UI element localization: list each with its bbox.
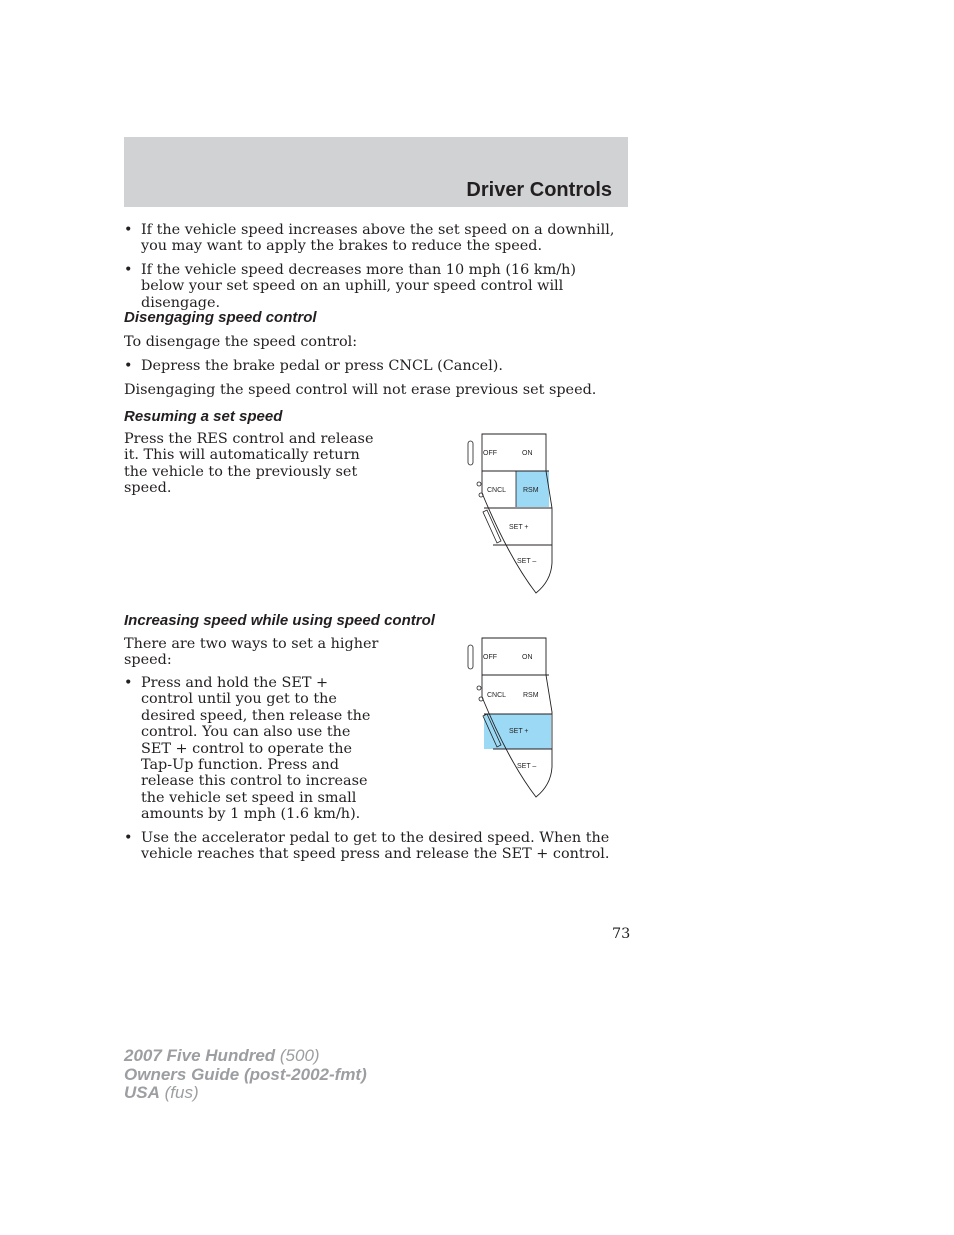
intro-bullet-downhill: • If the vehicle speed increases above the set speed on a downhill, you may want to apply the brakes to reduce the speed.: [124, 222, 615, 255]
footer-line-3: USA (fus): [124, 1083, 199, 1102]
cncl-label: CNCL: [487, 487, 507, 494]
set-minus-label: SET –: [517, 558, 537, 565]
page-number: 73: [612, 926, 631, 942]
increasing-bullet-set: • Press and hold the SET + control until you get to the desired speed, then release the control. You can also use the SET + control to operate the Tap-Up function. Press and release this control to increase the vehicle set speed in small amounts by 1 mph (1.6 km/h).: [124, 675, 371, 823]
footer-line-2: Owners Guide (post-2002-fmt): [124, 1064, 367, 1084]
off-label: OFF: [483, 654, 497, 661]
increasing-bullet-accelerator: • Use the accelerator pedal to get to the desired speed. When the vehicle reaches that speed press and release the SET + control.: [124, 830, 610, 863]
on-off-switch-icon: [468, 645, 473, 669]
on-label: ON: [522, 654, 533, 661]
heading-increasing: Increasing speed while using speed control: [124, 612, 435, 629]
speed-control-diagram-set-plus: [464, 637, 556, 803]
disengaging-note: Disengaging the speed control will not erase previous set speed.: [124, 382, 597, 398]
on-label: ON: [522, 450, 533, 457]
set-plus-label: SET +: [509, 524, 529, 531]
off-label: OFF: [483, 450, 497, 457]
intro-bullet-uphill: • If the vehicle speed decreases more than 10 mph (16 km/h) below your set speed on an uphill, your speed control will disengage.: [124, 262, 576, 311]
section-header-band: [124, 137, 628, 207]
speed-control-diagram-rsm: [464, 433, 556, 599]
set-switch-icon: [483, 510, 501, 543]
set-plus-label: SET +: [509, 728, 529, 735]
increasing-intro: There are two ways to set a higher speed:: [124, 636, 379, 669]
heading-resuming: Resuming a set speed: [124, 408, 283, 425]
document-footer: [124, 1047, 367, 1103]
rsm-label: RSM: [523, 487, 539, 494]
cncl-label: CNCL: [487, 692, 507, 699]
disengaging-bullet: • Depress the brake pedal or press CNCL (Cancel).: [124, 358, 503, 374]
set-minus-label: SET –: [517, 763, 537, 770]
resuming-text: Press the RES control and release it. This will automatically return the vehicle to the previously set speed.: [124, 431, 374, 497]
on-off-switch-icon: [468, 441, 473, 465]
disengaging-intro: To disengage the speed control:: [124, 334, 358, 350]
rsm-label: RSM: [523, 692, 539, 699]
section-title: Driver Controls: [466, 179, 612, 201]
heading-disengaging: Disengaging speed control: [124, 309, 317, 326]
footer-line-1: 2007 Five Hundred (500): [124, 1046, 320, 1065]
